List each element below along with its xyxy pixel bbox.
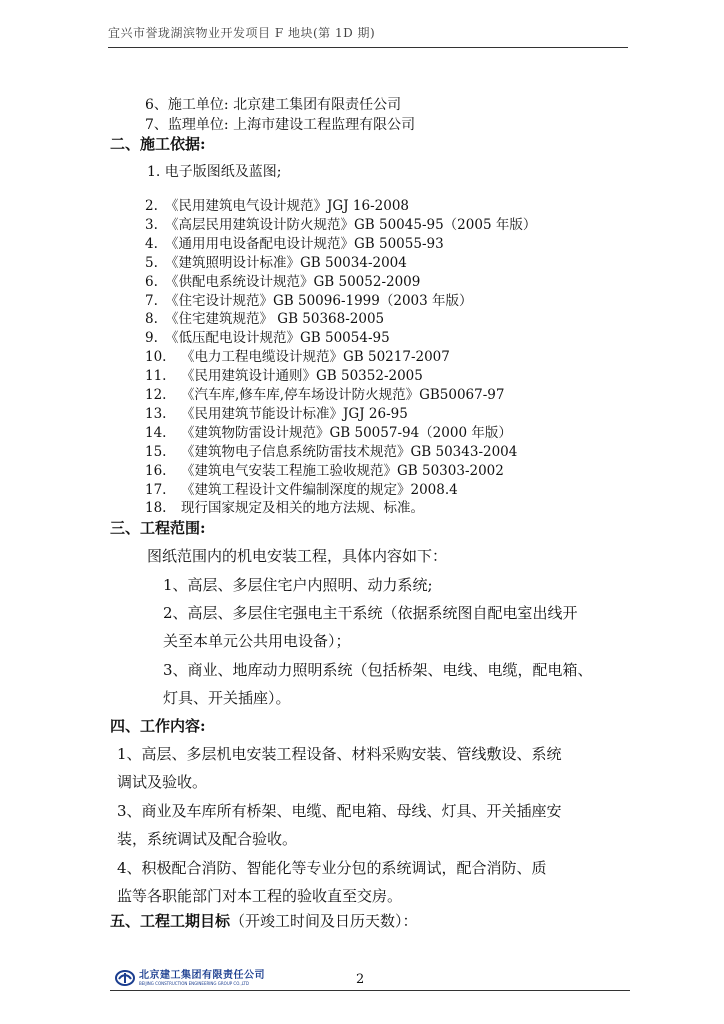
standard-item — [145, 482, 458, 499]
standard-item — [145, 330, 390, 347]
scope-line: 关至本单元公共用电设备）； — [163, 632, 351, 650]
standard-item-number: 4. — [145, 235, 158, 252]
scope-line: 灯具、开关插座）。 — [163, 689, 291, 707]
scope-line: 2、高层、多层住宅强电主干系统（依据系统图自配电室出线开 — [163, 604, 578, 622]
basis-item-1: 1. 电子版图纸及蓝图; — [147, 164, 282, 180]
standard-item-number: 7. — [145, 292, 158, 309]
standard-item-text: 《住宅建筑规范》 GB 50368-2005 — [165, 311, 385, 328]
standard-item — [145, 463, 504, 480]
standard-item-text: 《民用建筑电气设计规范》JGJ 16-2008 — [165, 198, 409, 214]
standard-item-number: 18. — [145, 500, 167, 517]
schedule-heading-text: 五、工程工期目标 — [110, 912, 231, 930]
standard-item-number: 12. — [145, 387, 167, 403]
company-logo-cn-text: 北京建工集团有限责任公司 — [139, 970, 265, 981]
standard-item-number: 10. — [145, 349, 167, 366]
company-logo-en-text: BEIJING CONSTRUCTION ENGINEERING GROUP CO.,LTD — [139, 981, 249, 986]
standard-item — [145, 500, 424, 517]
scope-line: 1、高层、多层住宅户内照明、动力系统; — [163, 576, 433, 594]
standard-item — [145, 368, 423, 385]
standard-item — [145, 255, 407, 272]
standard-item-text: 现行国家规定及相关的地方法规、标准。 — [181, 500, 424, 517]
standard-item-number: 2. — [145, 198, 158, 214]
standard-item-text: 《建筑照明设计标准》GB 50034-2004 — [165, 254, 407, 271]
section-heading-schedule — [110, 911, 418, 931]
standard-item-text: 《住宅设计规范》GB 50096-1999（2003 年版） — [165, 292, 473, 309]
standard-item-number: 8. — [145, 311, 158, 328]
intro-line-supervision-unit: 7、监理单位: 上海市建设工程监理有限公司 — [145, 117, 416, 133]
standard-item-text: 《低压配电设计规范》GB 50054-95 — [165, 330, 390, 347]
standard-item — [145, 387, 504, 404]
standard-item — [145, 349, 450, 366]
standard-item-text: 《建筑工程设计文件编制深度的规定》2008.4 — [181, 481, 458, 498]
standard-item-text: 《供配电系统设计规范》GB 50052-2009 — [165, 273, 421, 290]
standard-item-text: 《建筑物电子信息系统防雷技术规范》GB 50343-2004 — [181, 443, 518, 460]
standard-item — [145, 198, 409, 215]
section-heading-basis: 二、施工依据: — [110, 135, 206, 153]
standard-item-text: 《电力工程电缆设计规范》GB 50217-2007 — [181, 349, 450, 366]
work-content-line: 监等各职能部门对本工程的验收直至交房。 — [117, 887, 403, 905]
standard-item — [145, 425, 512, 442]
section-heading-work-content: 四、工作内容: — [110, 717, 206, 735]
standard-item — [145, 274, 420, 291]
standard-item-number: 13. — [145, 405, 167, 422]
company-logo — [115, 968, 265, 988]
standard-item — [145, 236, 444, 253]
scope-line: 图纸范围内的机电安装工程，具体内容如下： — [147, 547, 448, 565]
standard-item — [145, 406, 408, 423]
standard-item-number: 3. — [145, 216, 158, 233]
work-content-line: 调试及验收。 — [117, 773, 208, 791]
schedule-heading-note: （开竣工时间及日历天数）： — [230, 912, 418, 930]
standard-item-text: 《汽车库,修车库,停车场设计防火规范》GB50067-97 — [181, 387, 505, 403]
standard-item-text: 《通用用电设备配电设计规范》GB 50055-93 — [165, 235, 444, 252]
standard-item-number: 5. — [145, 254, 158, 271]
footer-divider — [110, 990, 630, 991]
standard-item-number: 6. — [145, 273, 158, 290]
header-divider — [108, 47, 628, 48]
standard-item-text: 《建筑物防雷设计规范》GB 50057-94（2000 年版） — [181, 424, 512, 441]
company-logo-icon — [115, 970, 135, 986]
standard-item — [145, 293, 473, 310]
standard-item-number: 9. — [145, 330, 158, 347]
page-number: 2 — [356, 972, 365, 987]
running-header: 宜兴市誉珑湖滨物业开发项目 F 地块(第 1D 期) — [108, 26, 376, 40]
standard-item — [145, 217, 536, 234]
standard-item — [145, 311, 384, 328]
standard-item-number: 11. — [145, 368, 167, 385]
standard-item-text: 《高层民用建筑设计防火规范》GB 50045-95（2005 年版） — [165, 216, 537, 233]
standard-item-text: 《民用建筑设计通则》GB 50352-2005 — [181, 368, 423, 385]
standard-item-number: 17. — [145, 481, 167, 498]
work-content-line: 1、高层、多层机电安装工程设备、材料采购安装、管线敷设、系统 — [117, 745, 562, 763]
standard-item-number: 15. — [145, 443, 167, 460]
standard-item — [145, 444, 517, 461]
standard-item-text: 《建筑电气安装工程施工验收规范》GB 50303-2002 — [181, 462, 504, 479]
section-heading-scope: 三、工程范围: — [110, 519, 206, 537]
work-content-line: 4、积极配合消防、智能化等专业分包的系统调试，配合消防、质 — [117, 859, 547, 877]
standard-item-text: 《民用建筑节能设计标准》JGJ 26-95 — [181, 405, 408, 422]
work-content-line: 装，系统调试及配合验收。 — [117, 830, 298, 848]
intro-line-construction-unit: 6、施工单位: 北京建工集团有限责任公司 — [145, 97, 402, 113]
standard-item-number: 16. — [145, 462, 167, 479]
standard-item-number: 14. — [145, 424, 167, 441]
work-content-line: 3、商业及车库所有桥架、电缆、配电箱、母线、灯具、开关插座安 — [117, 802, 562, 820]
scope-line: 3、商业、地库动力照明系统（包括桥架、电线、电缆，配电箱、 — [163, 661, 593, 679]
